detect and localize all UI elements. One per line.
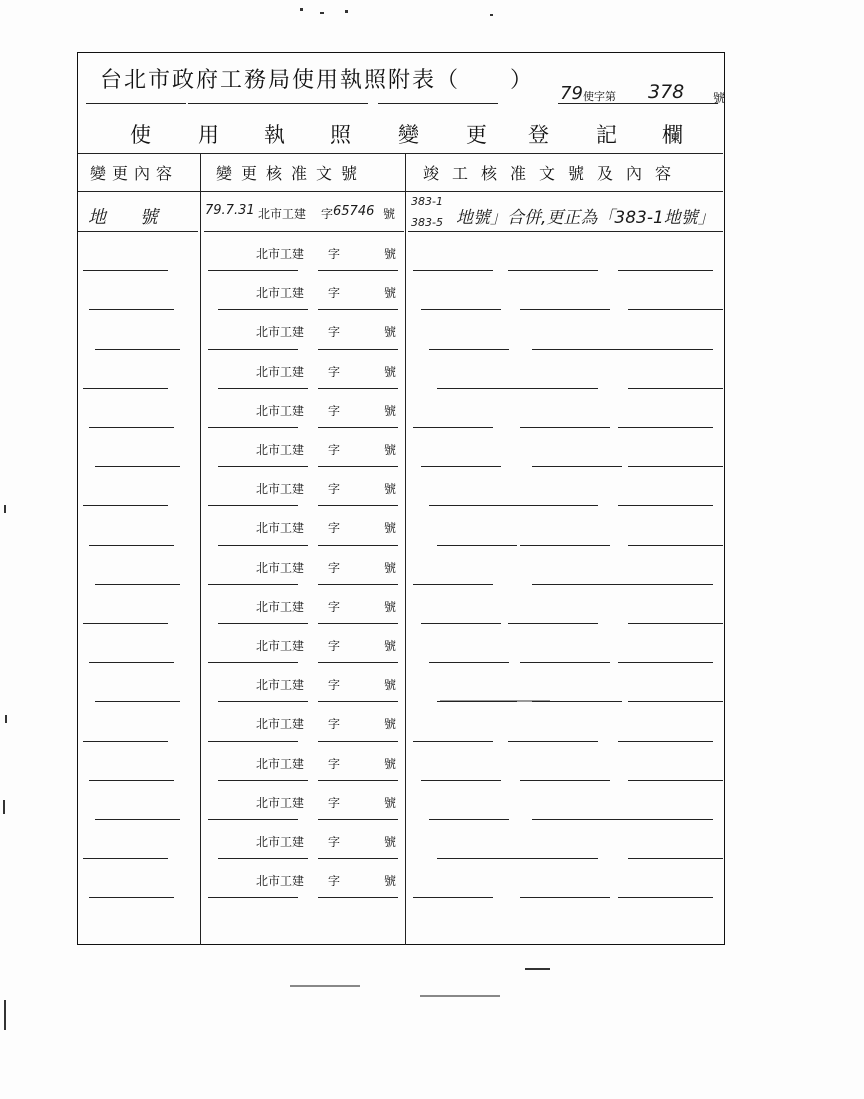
row-suffix: 號 <box>384 639 397 653</box>
table-row <box>78 245 723 284</box>
row-char: 字 <box>328 482 341 497</box>
col-change-content: 變更內容 <box>90 164 179 183</box>
row-prefix: 北市工建 <box>256 403 305 418</box>
table-row <box>78 323 723 362</box>
row-char: 字 <box>328 639 341 653</box>
row-suffix: 號 <box>384 560 397 575</box>
row-char: 字 <box>328 247 341 261</box>
row-suffix: 號 <box>384 286 397 301</box>
row-char: 字 <box>328 835 341 849</box>
row-prefix: 北市工建 <box>256 521 305 536</box>
col-completion: 竣工核准文號及內容 <box>423 164 685 183</box>
row-char: 字 <box>328 560 341 575</box>
row-prefix: 北市工建 <box>256 443 305 457</box>
row-char: 字 <box>328 756 341 771</box>
table-row <box>78 402 723 441</box>
entry-approval-suffix: 號 <box>383 207 396 221</box>
row-suffix: 號 <box>384 678 397 693</box>
table-row <box>78 598 723 637</box>
form-title: 台北市政府工務局使用執照附表（ <box>100 68 461 93</box>
table-row <box>78 676 723 715</box>
row-char: 字 <box>328 874 341 889</box>
license-number: 378 <box>648 81 685 103</box>
row-suffix: 號 <box>384 599 397 614</box>
row-suffix: 號 <box>384 795 397 810</box>
row-suffix: 號 <box>384 717 397 732</box>
row-char: 字 <box>328 599 341 614</box>
row-char: 字 <box>328 325 341 340</box>
row-char: 字 <box>328 364 341 379</box>
row-suffix: 號 <box>384 443 397 457</box>
row-prefix: 北市工建 <box>256 874 305 889</box>
license-attachment-form <box>77 52 725 945</box>
table-row <box>78 833 723 872</box>
row-suffix: 號 <box>384 482 397 497</box>
title-close-paren: ） <box>510 68 533 93</box>
row-prefix: 北市工建 <box>256 756 305 771</box>
row-prefix: 北市工建 <box>256 795 305 810</box>
table-row <box>78 559 723 598</box>
entry-approval-prefix: 北市工建 <box>258 207 307 221</box>
license-suffix: 號 <box>713 91 726 105</box>
entry-approval-char: 字 <box>321 207 334 221</box>
row-suffix: 號 <box>384 756 397 771</box>
entry-approval-number: 65746 <box>333 204 375 219</box>
row-char: 字 <box>328 403 341 418</box>
license-char: 使字第 <box>583 90 616 103</box>
row-prefix: 北市工建 <box>256 325 305 340</box>
row-char: 字 <box>328 521 341 536</box>
table-row <box>78 637 723 676</box>
entry-approval-date: 79.7.31 <box>205 203 255 218</box>
table-row <box>78 755 723 794</box>
row-char: 字 <box>328 717 341 732</box>
entry-change-item: 地 號 <box>88 207 172 228</box>
row-prefix: 北市工建 <box>256 247 305 261</box>
row-suffix: 號 <box>384 403 397 418</box>
row-prefix: 北市工建 <box>256 599 305 614</box>
row-char: 字 <box>328 443 341 457</box>
row-prefix: 北市工建 <box>256 286 305 301</box>
row-char: 字 <box>328 286 341 301</box>
row-suffix: 號 <box>384 325 397 340</box>
col-approval-no: 變更核准文號 <box>216 164 367 183</box>
row-char: 字 <box>328 795 341 810</box>
table-row <box>78 480 723 519</box>
table-row <box>78 441 723 480</box>
table-row <box>78 284 723 323</box>
row-suffix: 號 <box>384 364 397 379</box>
entry-completion-text: 地號」合併,更正為「383-1地號」 <box>456 208 715 228</box>
entry-lot-a: 383-1 <box>411 195 443 208</box>
row-suffix: 號 <box>384 247 397 261</box>
table-row <box>78 363 723 402</box>
row-suffix: 號 <box>384 521 397 536</box>
row-suffix: 號 <box>384 874 397 889</box>
license-year: 79 <box>560 83 583 104</box>
entry-lot-b: 383-5 <box>411 216 443 229</box>
row-prefix: 北市工建 <box>256 482 305 497</box>
table-row <box>78 519 723 558</box>
row-prefix: 北市工建 <box>256 560 305 575</box>
row-prefix: 北市工建 <box>256 835 305 849</box>
row-prefix: 北市工建 <box>256 364 305 379</box>
table-row <box>78 872 723 911</box>
table-row <box>78 794 723 833</box>
change-registration-banner: 使 用 執 照 變 更 登 記 欄 <box>130 123 683 147</box>
row-suffix: 號 <box>384 835 397 849</box>
row-char: 字 <box>328 678 341 693</box>
row-prefix: 北市工建 <box>256 717 305 732</box>
table-row <box>78 715 723 754</box>
row-prefix: 北市工建 <box>256 678 305 693</box>
row-prefix: 北市工建 <box>256 639 305 653</box>
